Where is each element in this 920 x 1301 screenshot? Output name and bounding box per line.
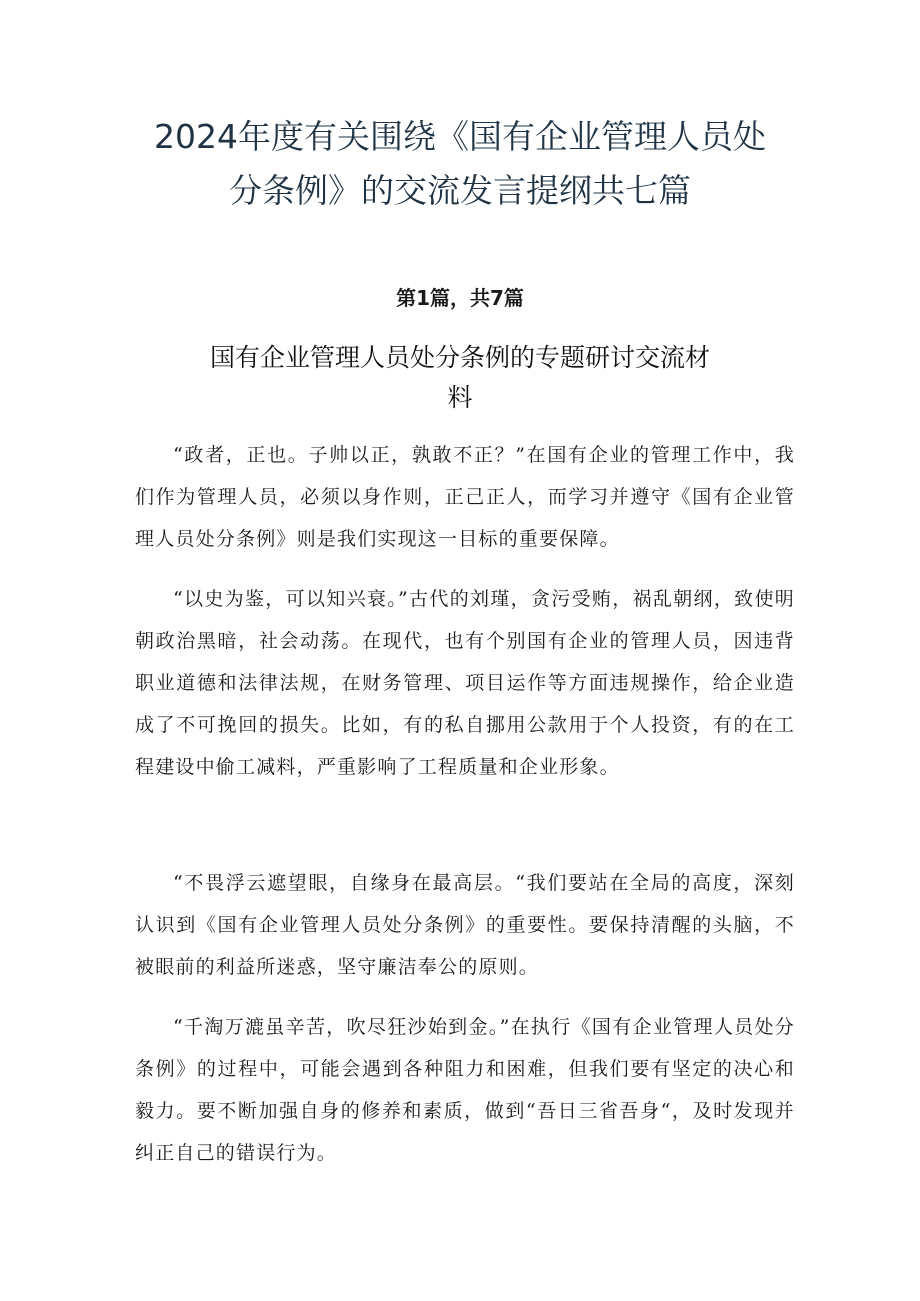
part-indicator: 第1篇，共7篇	[396, 286, 524, 310]
section-title	[160, 338, 760, 418]
section-title-line-1: 国有企业管理人员处分条例的专题研讨交流材	[209, 343, 710, 372]
paragraph: “不畏浮云遮望眼，自缘身在最高层。“我们要站在全局的高度，深刻认识到《国有企业管理人员处分条例》的重要性。要保持清醒的头脑，不被眼前的利益所迷惑，坚守廉洁奉公的原则。	[135, 872, 795, 978]
document-title	[120, 110, 800, 218]
paragraph: “以史为鉴，可以知兴衰。”古代的刘瑾，贪污受贿，祸乱朝纲，致使明朝政治黑暗，社会动荡。在现代，也有个别国有企业的管理人员，因违背职业道德和法律法规，在财务管理、项目运作等方面违规操作，给企业造成了不可挽回的损失。比如，有的私自挪用公款用于个人投资，有的在工程建设中偷工减料，严重影响了工程质量和企业形象。	[135, 588, 795, 778]
document-title-line-1: 2024年度有关围绕《国有企业管理人员处	[154, 117, 766, 156]
paragraph: “政者，正也。子帅以正，孰敢不正？”在国有企业的管理工作中，我们作为管理人员，必须以身作则，正己正人，而学习并遵守《国有企业管理人员处分条例》则是我们实现这一目标的重要保障。	[135, 444, 795, 550]
paragraph: “千淘万漉虽辛苦，吹尽狂沙始到金。”在执行《国有企业管理人员处分条例》的过程中，可能会遇到各种阻力和困难，但我们要有坚定的决心和毅力。要不断加强自身的修养和素质，做到“吾日三省吾身“，及时发现并纠正自己的错误行为。	[135, 1016, 795, 1164]
section-title-line-2: 料	[447, 383, 473, 412]
document-title-line-2: 分条例》的交流发言提纲共七篇	[229, 171, 691, 210]
